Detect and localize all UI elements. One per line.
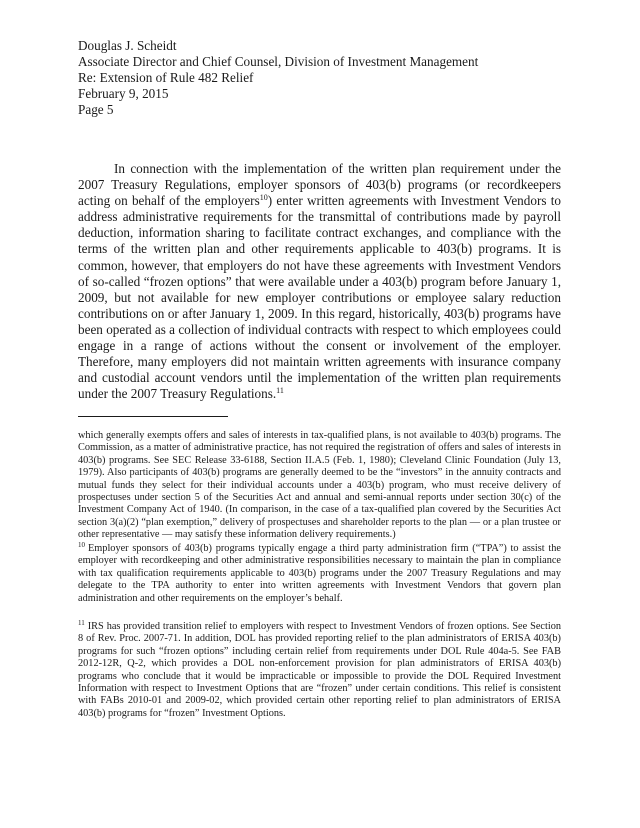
footnote-10-number: 10 bbox=[78, 541, 85, 549]
footnote-10-text: Employer sponsors of 403(b) programs typically engage a third party administration firm (“TPA”) to assist the employer with recordkeeping and other administrative responsibilities necessary to maintain the plan in compliance with tax qualification requirements applicable to 403(b) programs under the 2007 Treasury Regulations and may delegate to the TPA authority to enter into written agreements with Investment Vendors that govern plan administration and other requirements on the employer’s behalf. bbox=[78, 543, 561, 604]
footnote-10 bbox=[78, 543, 561, 605]
subject-line: Re: Extension of Rule 482 Relief bbox=[78, 70, 254, 85]
footnote-separator bbox=[78, 416, 228, 417]
letter-header bbox=[78, 38, 478, 118]
page-number: Page 5 bbox=[78, 102, 114, 117]
footnote-11-text: IRS has provided transition relief to employers with respect to Investment Vendors of frozen options. See Section 8 of Rev. Proc. 2007-71. In addition, DOL has provided reporting relief to the plan administrators of ERISA 403(b) programs for such “frozen options” including certain relief from requirements under DOL Rule 404a-5. See FAB 2012-12R, Q-2, which provides a DOL non-enforcement provision for plan administrators of ERISA 403(b) programs who conclude that it would be impracticable or impossible to provide the DOL Required Investment Information with respect to Investment Options that are “frozen” under certain conditions. This relief is consistent with FABs 2010-01 and 2009-02, which provided certain other reporting relief to plan administrators of ERISA 403(b) programs for “frozen” Investment Options. bbox=[78, 621, 561, 719]
footnote-ref-11: 11 bbox=[276, 386, 284, 396]
letter-date: February 9, 2015 bbox=[78, 86, 169, 101]
footnote-11 bbox=[78, 621, 561, 720]
footnote-continued: which generally exempts offers and sales of interests in tax-qualified plans, is not available to 403(b) programs. The Commission, as a matter of administrative practice, has not required the registration of offers and sales of interests in 403(b) programs. See SEC Release 33-6188, Section II.A.5 (Feb. 1, 1980); Cleveland Clinic Foundation (July 13, 1979). Also participants of 403(b) programs are generally deemed to be the “investors” in the annuity contracts and mutual funds they select for their individual accounts under a 403(b) program, who must receive delivery of prospectuses under section 5 of the Securities Act and annual and semi-annual reports under section 30(c) of the Investment Company Act of 1940. (In comparison, in the case of a tax-qualified plan covered by the Securities Act section 3(a)(2) “plan exemption,” delivery of prospectuses and shareholder reports to the plan — or a plan trustee or other representative — may satisfy these information delivery requirements.) bbox=[78, 430, 561, 541]
footnote-11-number: 11 bbox=[78, 619, 85, 627]
recipient-name: Douglas J. Scheidt bbox=[78, 38, 177, 53]
body-text-part-1: In connection with the implementation of the written plan requirement under the 2007 Treasury Regulations, employer sponsors of 403(b) programs (or recordkeepers acting on behalf of the employers bbox=[78, 161, 561, 209]
body-text-part-2: ) enter written agreements with Investment Vendors to address administrative requirements for the transmittal of contributions made by payroll deduction, information sharing to facilitate contract exchanges, and compliance with the terms of the written plan and other requirements applicable to 403(b) programs. It is common, however, that employers do not have these agreements with Investment Vendors of so-called “frozen options” that were available under a 403(b) program before January 1, 2009, but not available for new employer contributions or employee salary reduction contributions on or after January 1, 2009. In this regard, historically, 403(b) programs have been operated as a collection of individual contracts with respect to which employees could engage in a range of actions without the consent or involvement of the employer. Therefore, many employers did not maintain written agreements with insurance company and custodial account vendors until the implementation of the written plan requirements under the 2007 Treasury Regulations. bbox=[78, 193, 562, 402]
recipient-title: Associate Director and Chief Counsel, Division of Investment Management bbox=[78, 54, 479, 69]
body-paragraph bbox=[78, 161, 561, 402]
footnote-ref-10: 10 bbox=[259, 193, 268, 203]
